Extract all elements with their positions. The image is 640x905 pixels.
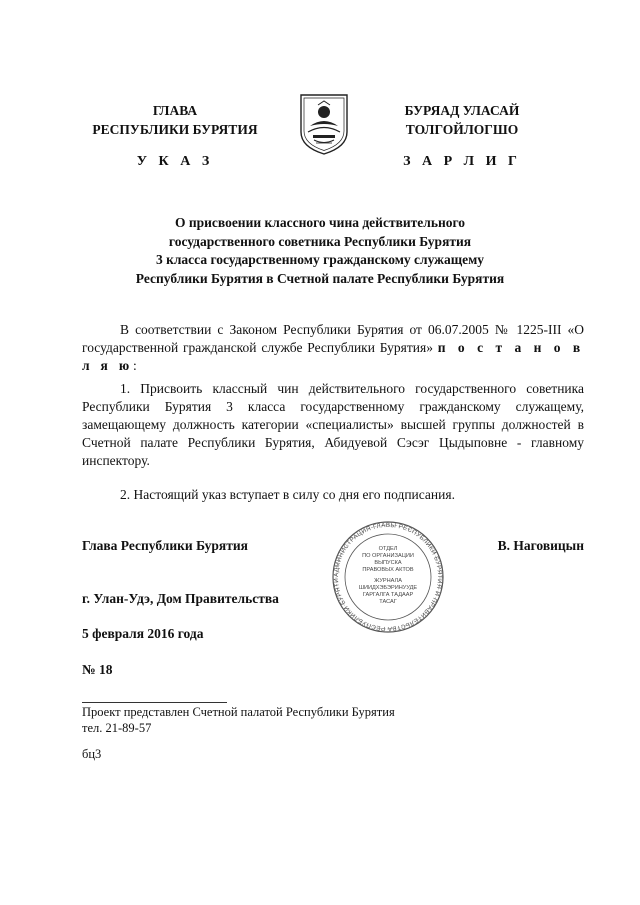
signatory-name: В. Наговицын: [497, 538, 584, 553]
footer-note: Проект представлен Счетной палатой Республики Бурятия: [82, 705, 395, 719]
decree-label-bua: З А Р Л И Г: [403, 154, 521, 169]
decree-label-ru: У К А З: [136, 154, 214, 169]
title-line-2: государственного советника Республики Бурятия: [168, 233, 472, 249]
seal-line-5: ЖУРНАЛА: [374, 578, 402, 584]
coat-of-arms-icon: [298, 92, 350, 156]
item-1-text: 1. Присвоить классный чин действительного государственного советника Республики Бурятия 3 класса государственному гражданскому служащему, замещающему должность категории «специалисты» высшей группы должностей в Счетной палате Республики Бурятия, Абидуевой Сэсэг Цыдыповне - главному инспектору.: [82, 381, 584, 468]
item-2-paragraph: [82, 486, 584, 504]
seal-outer-text: АДМИНИСТРАЦИЯ ГЛАВЫ РЕСПУБЛИКИ БУРЯТИЯ И ПРАВИТЕЛЬСТВА РЕСПУБЛИКИ БУРЯТИ: [332, 521, 444, 633]
header-right-line2: ТОЛГОЙЛОГШО: [405, 122, 519, 137]
resolve-colon: :: [132, 358, 137, 373]
seal-line-1: ОТДЕЛ: [378, 546, 398, 552]
signing-place: г. Улан-Удэ, Дом Правительства: [82, 591, 279, 606]
item-2-text: 2. Настоящий указ вступает в силу со дня его подписания.: [120, 487, 455, 502]
title-line-1: О присвоении классного чина действительного: [174, 215, 466, 230]
decree-number: № 18: [82, 662, 113, 677]
svg-text:АДМИНИСТРАЦИЯ ГЛАВЫ РЕСПУБЛИКИ: [318, 520, 443, 632]
title-line-4: Республики Бурятия в Счетной палате Республики Бурятия: [135, 270, 505, 286]
header-right: [362, 101, 562, 139]
header-right-line1: БУРЯАД УЛАСАЙ: [404, 103, 520, 118]
seal-line-4: ПРАВОВЫХ АКТОВ: [362, 567, 414, 573]
seal-line-6: ШИИДХЭБЭРИНУУДЕ: [358, 585, 418, 591]
round-seal-icon: [318, 520, 458, 634]
preamble-paragraph: [82, 321, 584, 375]
header-left-line2: РЕСПУБЛИКИ БУРЯТИЯ: [92, 122, 258, 137]
seal-line-7: ГАРГАЛГА ТАДААР: [362, 592, 414, 598]
footer-divider: [82, 702, 227, 703]
signatory-position: Глава Республики Бурятия: [82, 538, 248, 553]
seal-line-8: ТАСАГ: [379, 599, 397, 605]
item-1-paragraph: [82, 380, 584, 470]
signing-date: 5 февраля 2016 года: [82, 626, 204, 641]
resolve-word: п о с т а н о в л я ю: [82, 340, 585, 373]
decree-title: [80, 214, 560, 288]
seal-line-2: ПО ОРГАНИЗАЦИИ: [362, 553, 414, 559]
header-left-line1: ГЛАВА: [152, 103, 198, 118]
footer-phone: тел. 21-89-57: [82, 721, 152, 735]
footer-code: бц3: [82, 747, 102, 761]
preamble-text: В соответствии с Законом Республики Бурятия от 06.07.2005 № 1225-III «О государственной гражданской службе Республики Бурятия»: [82, 322, 584, 355]
header-left: [75, 101, 275, 139]
title-line-3: 3 класса государственному гражданскому служащему: [155, 252, 485, 267]
seal-line-3: ВЫПУСКА: [374, 560, 402, 566]
